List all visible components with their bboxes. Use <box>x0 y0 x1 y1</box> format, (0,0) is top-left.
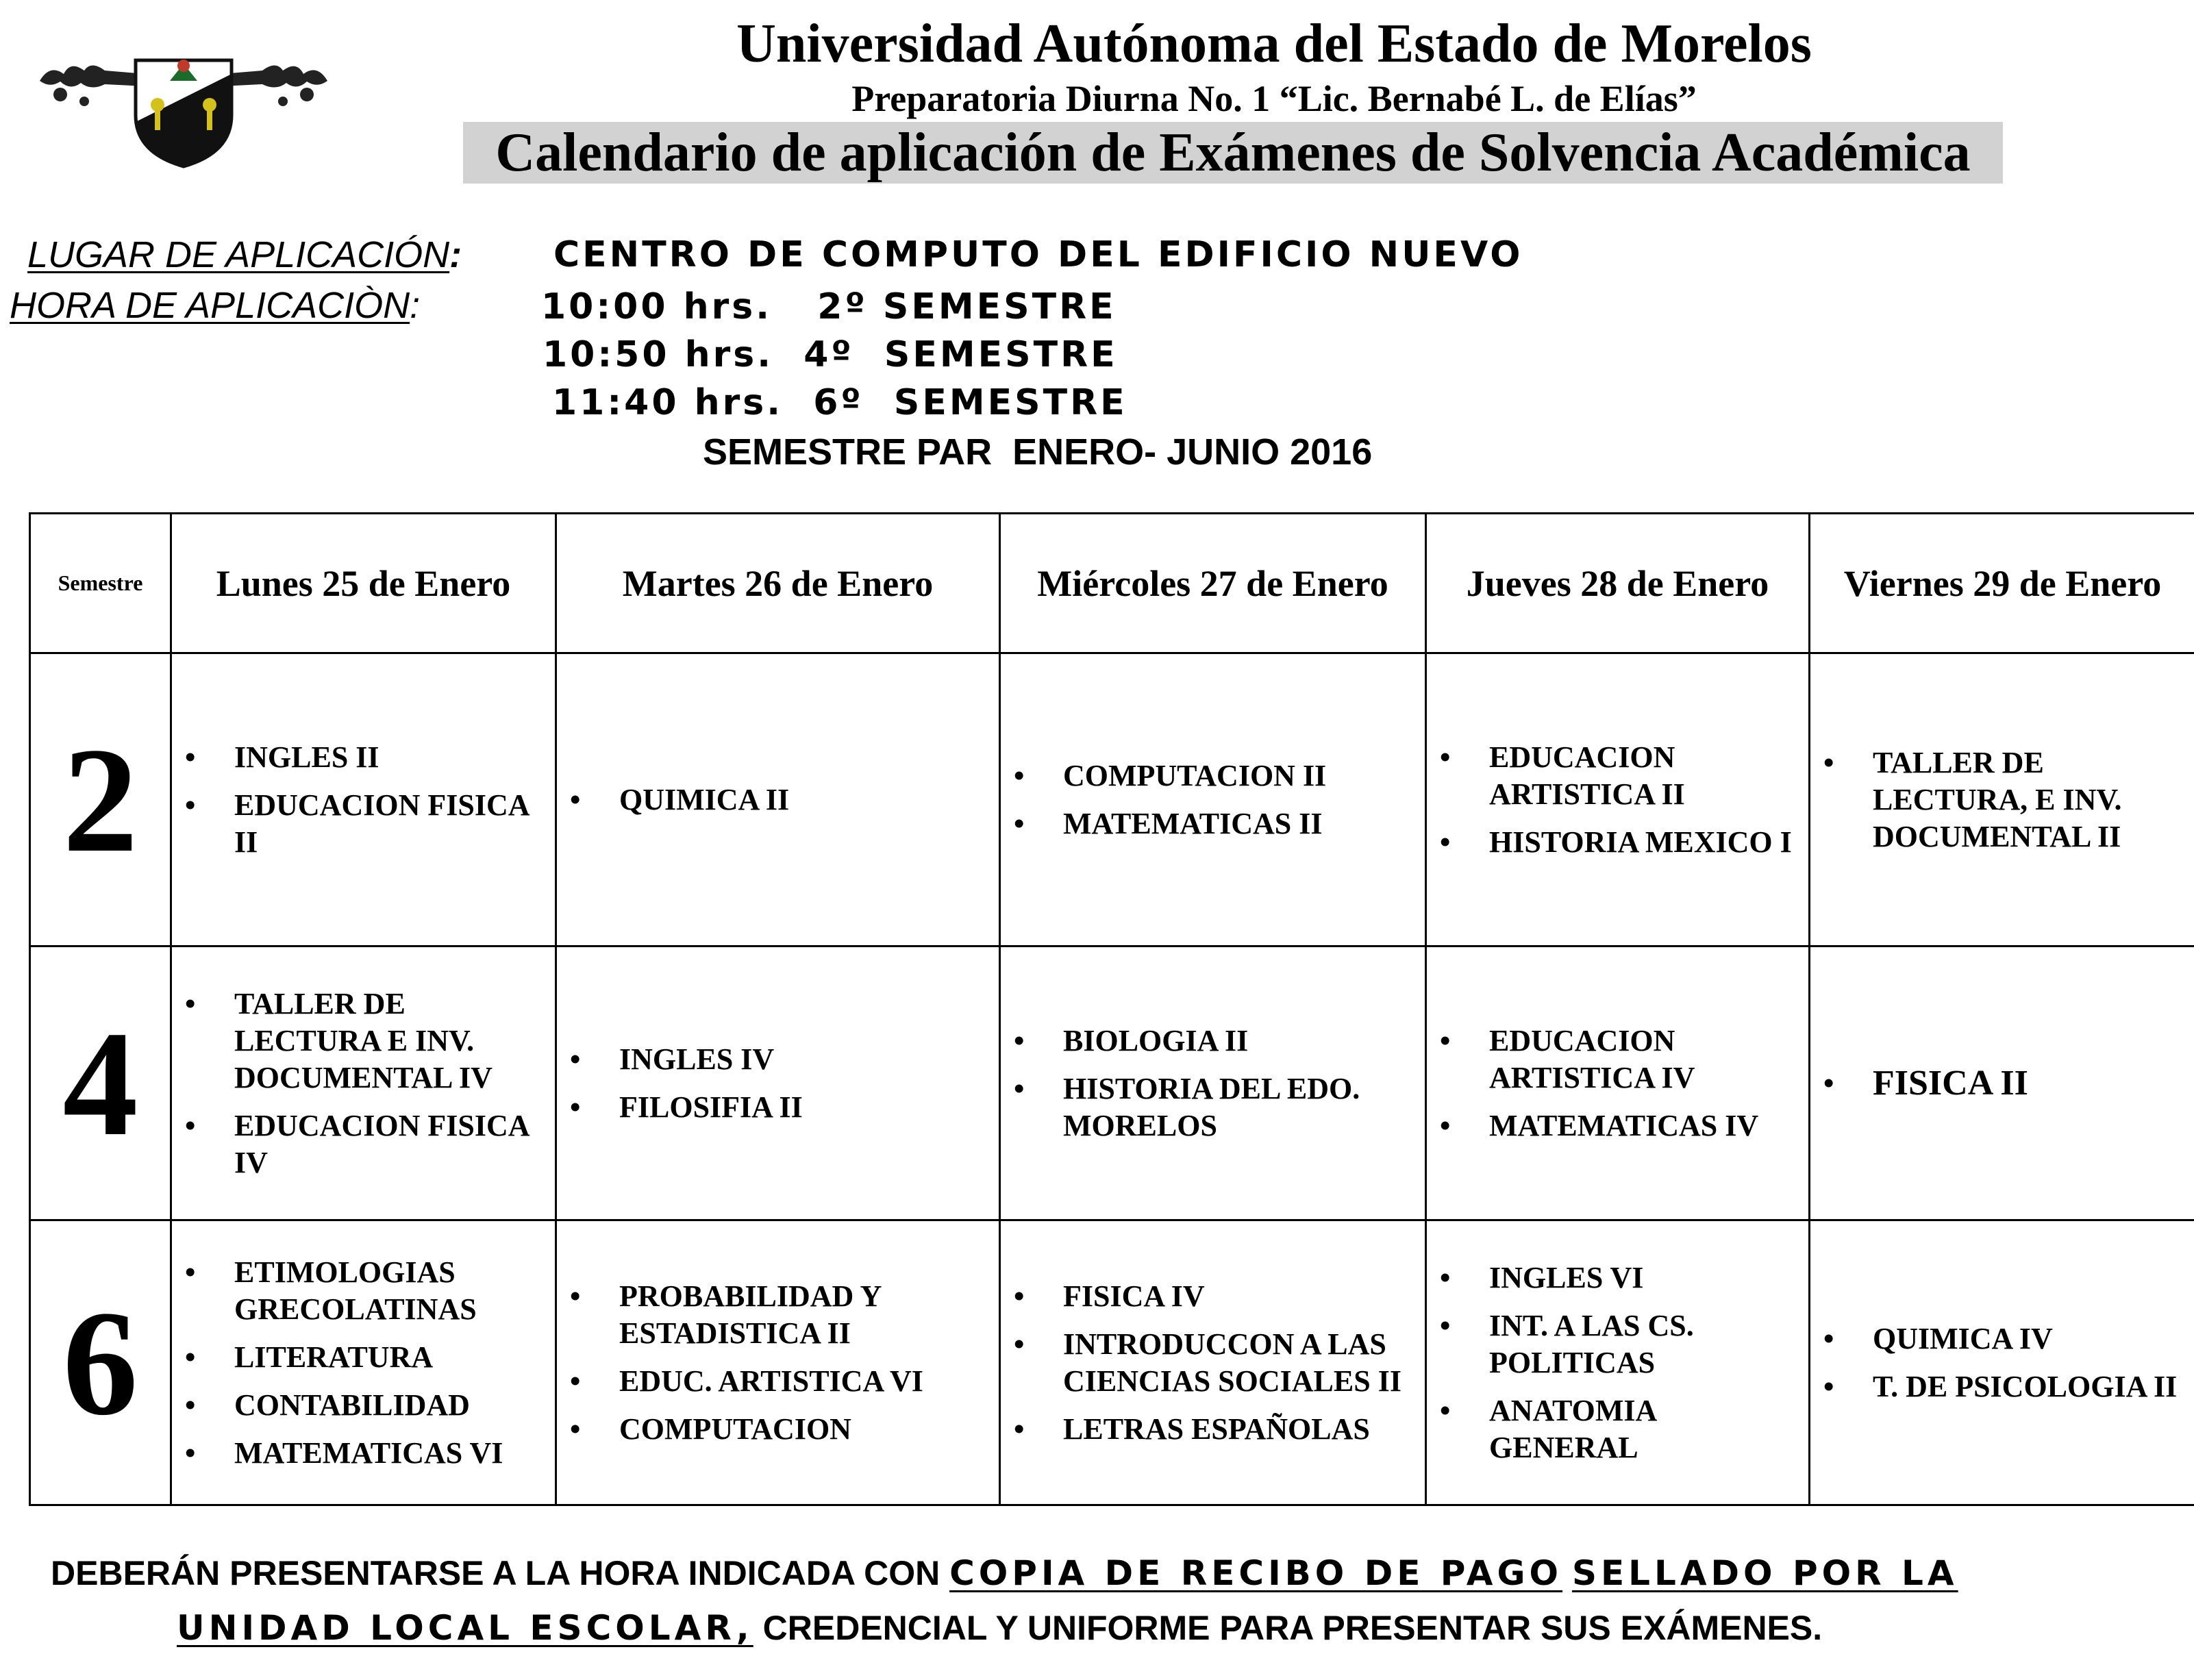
list-item: • FISICA IV <box>1063 1278 1424 1315</box>
school-name: Preparatoria Diurna No. 1 “Lic. Bernabé L. de Elías” <box>851 78 1697 119</box>
list-item: • QUIMICA IV <box>1873 1320 2194 1357</box>
exam-cell <box>1426 1220 1810 1505</box>
header-row <box>30 514 2194 653</box>
list-item: • EDUC. ARTISTICA VI <box>619 1363 998 1400</box>
exam-cell <box>171 946 556 1220</box>
exam-cell <box>1000 653 1426 946</box>
list-item: • BIOLOGIA II <box>1063 1023 1424 1060</box>
exam-cell <box>556 653 1000 946</box>
list-item: • MATEMATICAS VI <box>234 1435 554 1472</box>
col-header-tuesday: Martes 26 de Enero <box>556 514 1000 653</box>
university-seal-icon <box>33 33 334 170</box>
footer-line-2: UNIDAD LOCAL ESCOLAR, CREDENCIAL Y UNIFORME PARA PRESENTAR SUS EXÁMENES. <box>177 1608 1823 1648</box>
list-item: • HISTORIA MEXICO I <box>1489 824 1808 861</box>
list-item: • INGLES IV <box>619 1041 998 1078</box>
list-item: • ANATOMIA GENERAL <box>1489 1392 1808 1466</box>
exam-cell <box>171 1220 556 1505</box>
list-item: • TALLER DE LECTURA E INV. DOCUMENTAL IV <box>234 986 554 1096</box>
exam-calendar-table <box>29 512 2194 1506</box>
list-item: • FISICA II <box>1873 1065 2194 1102</box>
exam-cell <box>1426 653 1810 946</box>
list-item: • EDUCACION ARTISTICA II <box>1489 739 1808 813</box>
list-item: • INTRODUCCON A LAS CIENCIAS SOCIALES II <box>1063 1326 1424 1400</box>
list-item: • T. DE PSICOLOGIA II <box>1873 1368 2194 1405</box>
col-header-monday: Lunes 25 de Enero <box>171 514 556 653</box>
col-header-friday: Viernes 29 de Enero <box>1810 514 2194 653</box>
list-item: • PROBABILIDAD Y ESTADISTICA II <box>619 1278 998 1352</box>
list-item: • INT. A LAS CS. POLITICAS <box>1489 1307 1808 1381</box>
exam-cell <box>1810 946 2194 1220</box>
table-row <box>30 653 2194 946</box>
time-6th-semester: 11:40 hrs. 6º SEMESTRE <box>552 382 1127 423</box>
exam-cell <box>1000 1220 1426 1505</box>
list-item: • CONTABILIDAD <box>234 1387 554 1424</box>
list-item: • TALLER DE LECTURA, E INV. DOCUMENTAL II <box>1873 744 2194 855</box>
footer-receipt-copy: COPIA DE RECIBO DE PAGO <box>949 1553 1563 1593</box>
list-item: • EDUCACION ARTISTICA IV <box>1489 1023 1808 1096</box>
list-item: • MATEMATICAS IV <box>1489 1107 1808 1144</box>
list-item: • INGLES VI <box>1489 1259 1808 1296</box>
exam-cell <box>1426 946 1810 1220</box>
list-item: • LETRAS ESPAÑOLAS <box>1063 1411 1424 1448</box>
semester-number: 2 <box>30 653 171 946</box>
exam-cell <box>171 653 556 946</box>
table-row <box>30 946 2194 1220</box>
exam-cell <box>556 1220 1000 1505</box>
list-item: • FILOSIFIA II <box>619 1089 998 1126</box>
exam-cell <box>1810 653 2194 946</box>
footer-stamped-by: SELLADO POR LA <box>1571 1553 1958 1593</box>
place-value: CENTRO DE COMPUTO DEL EDIFICIO NUEVO <box>553 234 1523 275</box>
list-item: • COMPUTACION II <box>1063 757 1424 794</box>
time-2nd-semester: 10:00 hrs. 2º SEMESTRE <box>541 286 1117 327</box>
list-item: • ETIMOLOGIAS GRECOLATINAS <box>234 1254 554 1328</box>
semester-number: 6 <box>30 1220 171 1505</box>
exam-cell <box>1810 1220 2194 1505</box>
time-label: HORA DE APLICACIÒN: <box>10 285 421 326</box>
exam-cell <box>556 946 1000 1220</box>
footer-line-1: DEBERÁN PRESENTARSE A LA HORA INDICADA CON COPIA DE RECIBO DE PAGO SELLADO POR LA <box>51 1553 1958 1593</box>
list-item: • QUIMICA II <box>619 781 998 818</box>
col-header-thursday: Jueves 28 de Enero <box>1426 514 1810 653</box>
list-item: • EDUCACION FISICA II <box>234 787 554 861</box>
list-item: • EDUCACION FISICA IV <box>234 1107 554 1181</box>
list-item: • LITERATURA <box>234 1339 554 1376</box>
footer-school-unit: UNIDAD LOCAL ESCOLAR, <box>177 1608 753 1648</box>
list-item: • HISTORIA DEL EDO. MORELOS <box>1063 1070 1424 1144</box>
list-item: • MATEMATICAS II <box>1063 805 1424 842</box>
col-header-wednesday: Miércoles 27 de Enero <box>1000 514 1426 653</box>
list-item: • INGLES II <box>234 739 554 776</box>
document-title: Calendario de aplicación de Exámenes de Solvencia Académica <box>463 122 2003 184</box>
col-header-semester: Semestre <box>30 514 171 653</box>
table-row <box>30 1220 2194 1505</box>
list-item: • COMPUTACION <box>619 1411 998 1448</box>
semester-number: 4 <box>30 946 171 1220</box>
place-label: LUGAR DE APLICACIÓN: <box>27 234 462 275</box>
time-4th-semester: 10:50 hrs. 4º SEMESTRE <box>543 334 1118 375</box>
period-label: SEMESTRE PAR ENERO- JUNIO 2016 <box>703 431 1373 473</box>
university-title: Universidad Autónoma del Estado de Morelos <box>736 14 1812 74</box>
exam-cell <box>1000 946 1426 1220</box>
